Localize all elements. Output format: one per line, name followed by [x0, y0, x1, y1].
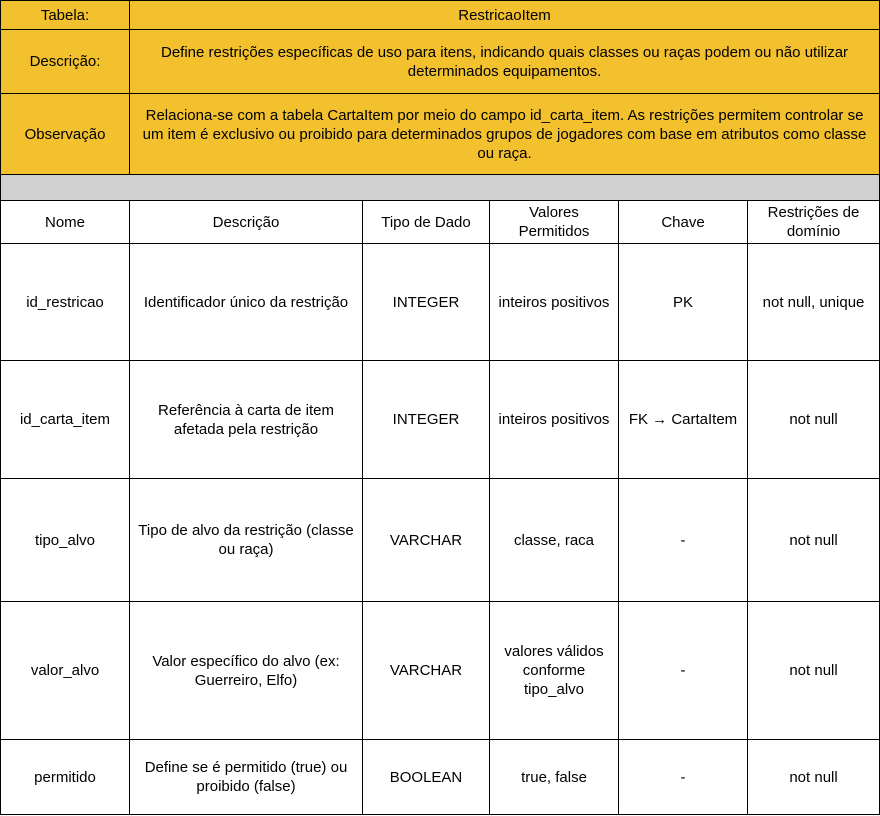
column-header-row [1, 201, 880, 244]
column-header: Valores Permitidos [490, 201, 619, 244]
cell-valores: classe, raca [490, 479, 619, 602]
separator-bar [1, 175, 880, 201]
cell-tipo: INTEGER [363, 361, 490, 479]
cell-chave: - [619, 602, 748, 740]
cell-nome: id_restricao [1, 244, 130, 361]
cell-restricoes: not null, unique [748, 244, 880, 361]
cell-nome: tipo_alvo [1, 479, 130, 602]
table-row [1, 479, 880, 602]
table-name: RestricaoItem [130, 1, 880, 30]
cell-descricao: Identificador único da restrição [130, 244, 363, 361]
description-row [1, 30, 880, 94]
cell-tipo: BOOLEAN [363, 740, 490, 815]
cell-tipo: VARCHAR [363, 602, 490, 740]
table-row [1, 361, 880, 479]
cell-tipo: VARCHAR [363, 479, 490, 602]
column-header: Nome [1, 201, 130, 244]
table-row [1, 602, 880, 740]
table-name-row [1, 1, 880, 30]
cell-chave: - [619, 740, 748, 815]
table-observation: Relaciona-se com a tabela CartaItem por meio do campo id_carta_item. As restrições permitem controlar se um item é exclusivo ou proibido para determinados grupos de jogadores com base em atributos como classe ou raça. [130, 94, 880, 175]
cell-valores: inteiros positivos [490, 244, 619, 361]
cell-descricao: Valor específico do alvo (ex: Guerreiro, Elfo) [130, 602, 363, 740]
cell-nome: permitido [1, 740, 130, 815]
table-row [1, 740, 880, 815]
observation-label: Observação [1, 94, 130, 175]
cell-descricao: Define se é permitido (true) ou proibido (false) [130, 740, 363, 815]
cell-restricoes: not null [748, 740, 880, 815]
description-label: Descrição: [1, 30, 130, 94]
cell-descricao: Referência à carta de item afetada pela restrição [130, 361, 363, 479]
cell-tipo: INTEGER [363, 244, 490, 361]
cell-restricoes: not null [748, 602, 880, 740]
cell-valores: valores válidos conforme tipo_alvo [490, 602, 619, 740]
column-header: Descrição [130, 201, 363, 244]
observation-row [1, 94, 880, 175]
table-description: Define restrições específicas de uso para itens, indicando quais classes ou raças podem ou não utilizar determinados equipamentos. [130, 30, 880, 94]
cell-restricoes: not null [748, 361, 880, 479]
cell-nome: valor_alvo [1, 602, 130, 740]
cell-valores: inteiros positivos [490, 361, 619, 479]
cell-chave: FK → CartaItem [619, 361, 748, 479]
table-row [1, 244, 880, 361]
cell-nome: id_carta_item [1, 361, 130, 479]
cell-restricoes: not null [748, 479, 880, 602]
cell-chave: PK [619, 244, 748, 361]
table-label: Tabela: [1, 1, 130, 30]
cell-chave: - [619, 479, 748, 602]
column-header: Restrições de domínio [748, 201, 880, 244]
column-header: Tipo de Dado [363, 201, 490, 244]
separator-row [1, 175, 880, 201]
cell-valores: true, false [490, 740, 619, 815]
cell-descricao: Tipo de alvo da restrição (classe ou raça) [130, 479, 363, 602]
column-header: Chave [619, 201, 748, 244]
